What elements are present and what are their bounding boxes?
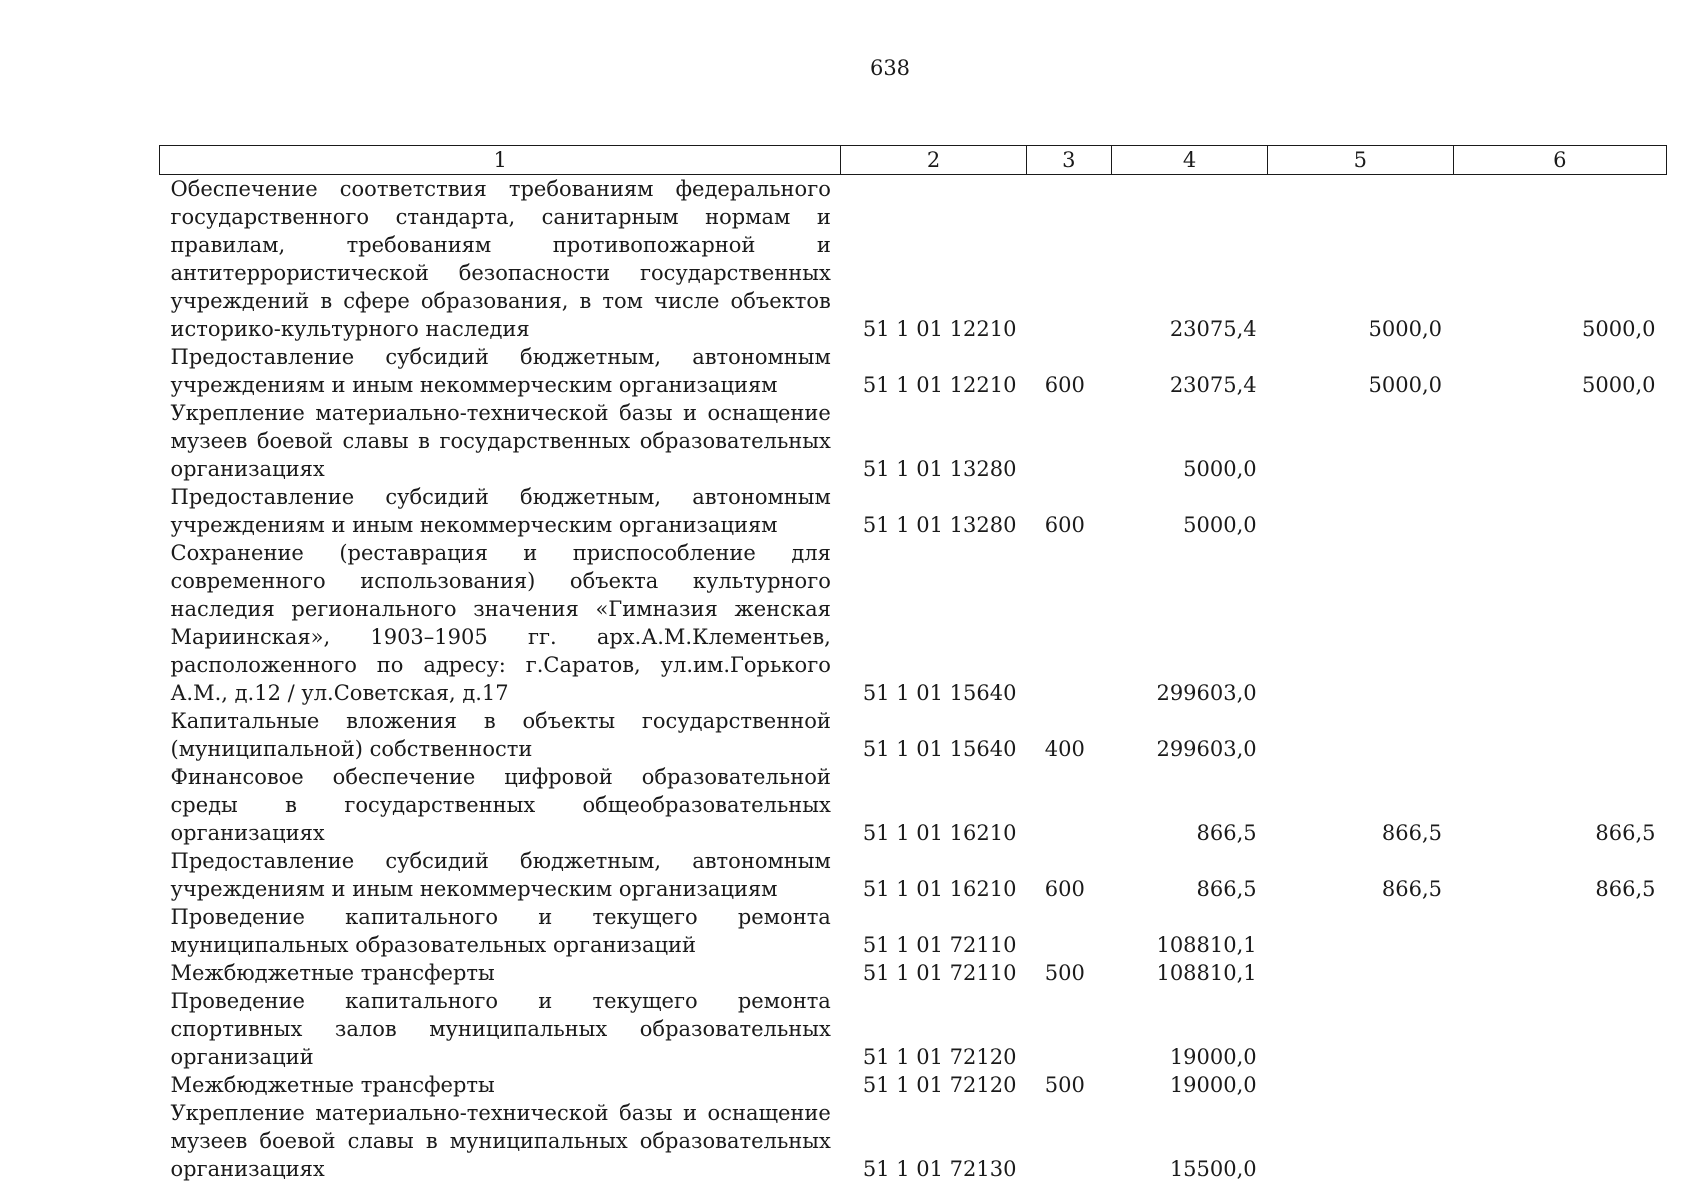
row-value-6: 866,5 xyxy=(1595,821,1656,845)
row-value-6: 5000,0 xyxy=(1582,373,1656,397)
row-name: Межбюджетные трансферты xyxy=(170,961,495,985)
row-code: 51 1 01 13280 xyxy=(862,457,1017,481)
row-value-5: 866,5 xyxy=(1381,877,1443,901)
row-value-4: 23075,4 xyxy=(1169,373,1257,397)
row-value-5: 5000,0 xyxy=(1368,317,1443,341)
row-name: Предоставление субсидий бюджетным, автономным учреждениям и иным некоммерческим организациям xyxy=(170,345,831,397)
budget-table xyxy=(159,145,1667,1183)
row-value-6 xyxy=(1453,707,1666,763)
row-value-5 xyxy=(1268,539,1453,707)
row-name: Межбюджетные трансферты xyxy=(170,1073,495,1097)
row-value-5 xyxy=(1268,1099,1453,1183)
row-type xyxy=(1026,539,1111,707)
table-row xyxy=(160,903,1667,959)
column-header-5: 5 xyxy=(1268,146,1453,175)
row-value-6 xyxy=(1453,1071,1666,1099)
row-code: 51 1 01 12210 xyxy=(862,373,1017,397)
table-row xyxy=(160,1099,1667,1183)
row-name: Капитальные вложения в объекты государственной (муниципальной) собственности xyxy=(170,709,831,761)
row-value-6 xyxy=(1453,399,1666,483)
row-value-5: 5000,0 xyxy=(1368,373,1443,397)
row-type xyxy=(1026,399,1111,483)
row-type: 600 xyxy=(1044,373,1085,397)
row-value-6: 5000,0 xyxy=(1582,317,1656,341)
column-header-2: 2 xyxy=(841,146,1026,175)
row-value-5 xyxy=(1268,903,1453,959)
table-row xyxy=(160,175,1667,344)
row-value-5 xyxy=(1268,707,1453,763)
row-code: 51 1 01 72110 xyxy=(862,933,1017,957)
row-code: 51 1 01 16210 xyxy=(862,821,1017,845)
row-value-5 xyxy=(1268,987,1453,1071)
row-value-6 xyxy=(1453,987,1666,1071)
row-value-5 xyxy=(1268,959,1453,987)
row-type xyxy=(1026,1099,1111,1183)
row-type: 500 xyxy=(1044,1073,1085,1097)
column-header-3: 3 xyxy=(1026,146,1111,175)
row-value-4: 866,5 xyxy=(1196,821,1257,845)
row-value-6 xyxy=(1453,539,1666,707)
row-code: 51 1 01 72120 xyxy=(862,1045,1017,1069)
row-name: Проведение капитального и текущего ремонта муниципальных образовательных организаций xyxy=(170,905,831,957)
row-type: 400 xyxy=(1044,737,1085,761)
column-header-6: 6 xyxy=(1453,146,1666,175)
table-row xyxy=(160,987,1667,1071)
column-header-4: 4 xyxy=(1111,146,1267,175)
row-name: Обеспечение соответствия требованиям федерального государственного стандарта, санитарным нормам и правилам, требованиям противопожарной и антитеррористической безопасности государственных учреждений в сфере образования, в том числе объектов историко-культурного наследия xyxy=(170,177,831,341)
row-value-5 xyxy=(1268,483,1453,539)
row-name: Финансовое обеспечение цифровой образовательной среды в государственных общеобразовательных организациях xyxy=(170,765,831,845)
table-row xyxy=(160,763,1667,847)
table-row xyxy=(160,847,1667,903)
row-value-6 xyxy=(1453,959,1666,987)
row-type: 600 xyxy=(1044,877,1085,901)
table-row xyxy=(160,1071,1667,1099)
row-value-5 xyxy=(1268,399,1453,483)
table-body xyxy=(160,175,1667,1184)
row-type xyxy=(1026,903,1111,959)
row-value-6 xyxy=(1453,483,1666,539)
row-name: Предоставление субсидий бюджетным, автономным учреждениям и иным некоммерческим организациям xyxy=(170,485,831,537)
row-code: 51 1 01 72110 xyxy=(862,961,1017,985)
row-value-4: 108810,1 xyxy=(1156,933,1257,957)
row-code: 51 1 01 13280 xyxy=(862,513,1017,537)
header-row xyxy=(160,146,1667,175)
table-row xyxy=(160,343,1667,399)
row-value-6 xyxy=(1453,1099,1666,1183)
row-value-4: 5000,0 xyxy=(1183,457,1257,481)
row-code: 51 1 01 15640 xyxy=(862,681,1017,705)
row-code: 51 1 01 72120 xyxy=(862,1073,1017,1097)
table-row xyxy=(160,959,1667,987)
page-number: 638 xyxy=(869,56,911,80)
row-name: Укрепление материально-технической базы и оснащение музеев боевой славы в муниципальных образовательных организациях xyxy=(170,1101,831,1181)
row-code: 51 1 01 16210 xyxy=(862,877,1017,901)
row-value-4: 23075,4 xyxy=(1169,317,1257,341)
row-code: 51 1 01 15640 xyxy=(862,737,1017,761)
row-value-5 xyxy=(1268,1071,1453,1099)
row-name: Укрепление материально-технической базы и оснащение музеев боевой славы в государственных образовательных организациях xyxy=(170,401,831,481)
row-value-4: 866,5 xyxy=(1196,877,1257,901)
table-row xyxy=(160,539,1667,707)
row-code: 51 1 01 12210 xyxy=(862,317,1017,341)
row-type: 600 xyxy=(1044,513,1085,537)
table-row xyxy=(160,707,1667,763)
row-type xyxy=(1026,763,1111,847)
table-row xyxy=(160,399,1667,483)
row-name: Сохранение (реставрация и приспособление для современного использования) объекта культурного наследия регионального значения «Гимназия женская Мариинская», 1903–1905 гг. арх.А.М.Клементьев, расположенного по адресу: г.Саратов, ул.им.Горького А.М., д.12 / ул.Советская, д.17 xyxy=(170,541,831,705)
row-code: 51 1 01 72130 xyxy=(862,1157,1017,1181)
row-name: Проведение капитального и текущего ремонта спортивных залов муниципальных образовательных организаций xyxy=(170,989,831,1069)
row-value-4: 15500,0 xyxy=(1169,1157,1257,1181)
row-value-4: 19000,0 xyxy=(1169,1073,1257,1097)
table-row xyxy=(160,483,1667,539)
row-value-5: 866,5 xyxy=(1381,821,1443,845)
column-header-1: 1 xyxy=(160,146,841,175)
row-name: Предоставление субсидий бюджетным, автономным учреждениям и иным некоммерческим организациям xyxy=(170,849,831,901)
row-value-4: 5000,0 xyxy=(1183,513,1257,537)
row-value-4: 299603,0 xyxy=(1156,737,1257,761)
row-value-6 xyxy=(1453,903,1666,959)
row-type xyxy=(1026,175,1111,344)
row-value-4: 108810,1 xyxy=(1156,961,1257,985)
row-value-4: 299603,0 xyxy=(1156,681,1257,705)
row-type: 500 xyxy=(1044,961,1085,985)
row-value-6: 866,5 xyxy=(1595,877,1656,901)
table-header xyxy=(160,146,1667,175)
row-type xyxy=(1026,987,1111,1071)
row-value-4: 19000,0 xyxy=(1169,1045,1257,1069)
